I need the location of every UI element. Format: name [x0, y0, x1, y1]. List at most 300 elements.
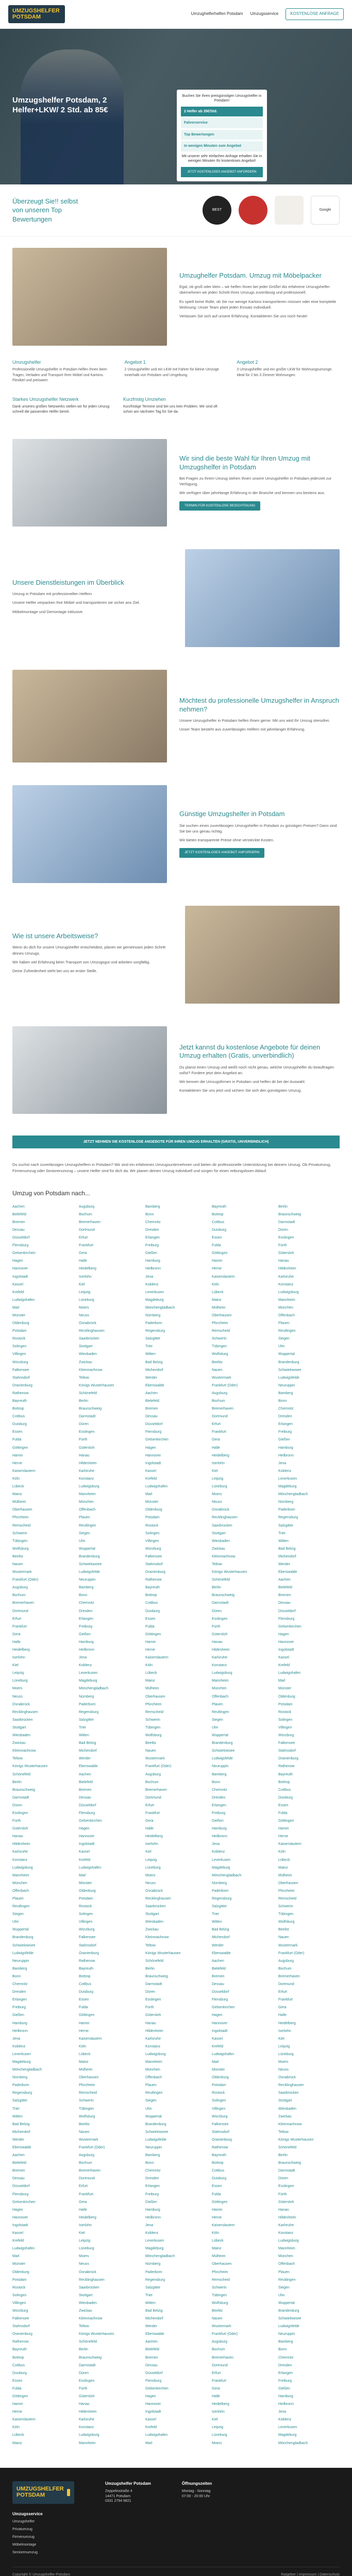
destination-link[interactable]: Erfurt: [79, 1236, 88, 1240]
destination-link[interactable]: Marl: [145, 2441, 153, 2445]
destination-link[interactable]: Stahnsdorf: [12, 1376, 30, 1380]
destination-link[interactable]: Esslingen: [12, 1811, 28, 1815]
destination-link[interactable]: Lüneburg: [212, 1485, 227, 1489]
destination-link[interactable]: Frankfurt (Oder): [12, 1578, 39, 1582]
destination-link[interactable]: Köln: [79, 2044, 87, 2048]
destination-link[interactable]: Trier: [212, 1912, 220, 1917]
destination-link[interactable]: Leipzig: [79, 1290, 91, 1294]
destination-link[interactable]: Beelitz: [278, 1928, 290, 1932]
destination-link[interactable]: Plauen: [145, 2083, 157, 2088]
destination-link[interactable]: Reutlingen: [278, 2278, 296, 2282]
destination-link[interactable]: Hannover: [12, 1267, 28, 1271]
destination-link[interactable]: Schönefeld: [12, 1772, 31, 1776]
destination-link[interactable]: Stuttgart: [79, 1345, 93, 1349]
destination-link[interactable]: Düren: [145, 1990, 156, 1994]
destination-link[interactable]: Mainz: [212, 1298, 222, 1302]
destination-link[interactable]: Neuss: [79, 2262, 89, 2266]
destination-link[interactable]: Köln: [212, 1282, 220, 1286]
destination-link[interactable]: Frankfurt (Oder): [145, 1765, 172, 1769]
destination-link[interactable]: Hamm: [12, 2402, 23, 2406]
destination-link[interactable]: Esslingen: [79, 2379, 95, 2383]
destination-link[interactable]: Essen: [212, 2184, 222, 2189]
destination-link[interactable]: Osnabrück: [12, 1702, 30, 1706]
destination-link[interactable]: Mainz: [12, 2441, 22, 2445]
destination-link[interactable]: Hanau: [212, 1640, 223, 1644]
destination-link[interactable]: München: [278, 1306, 293, 1310]
destination-link[interactable]: Ingolstadt: [212, 2029, 228, 2033]
destination-link[interactable]: Jena: [278, 1461, 287, 1465]
destination-link[interactable]: Frankfurt: [212, 1430, 227, 1434]
destination-link[interactable]: Schönefeld: [79, 1391, 97, 1395]
destination-link[interactable]: Königs Wusterhausen: [79, 1383, 114, 1387]
destination-link[interactable]: Frankfurt: [145, 1811, 160, 1815]
destination-link[interactable]: Regensburg: [212, 1897, 232, 1901]
destination-link[interactable]: Wolfsburg: [278, 1920, 295, 1924]
destination-link[interactable]: Potsdam: [145, 1516, 160, 1520]
destination-link[interactable]: Essen: [12, 1430, 23, 1434]
destination-link[interactable]: München: [12, 1881, 27, 1885]
destination-link[interactable]: Augsburg: [79, 2154, 94, 2158]
destination-link[interactable]: Kassel: [145, 2418, 157, 2422]
free-offer-banner-button[interactable]: JETZT NEHMEN SIE KOSTENLOSE ANGEBOTE FÜR IHREN UMZUG ERHALTEN (GRATIS, UNVERBINDLICH): [12, 1136, 340, 1148]
destination-link[interactable]: Pforzheim: [12, 1516, 29, 1520]
destination-link[interactable]: Brandenburg: [212, 1741, 233, 1745]
destination-link[interactable]: Aachen: [212, 1959, 224, 1963]
destination-link[interactable]: Magdeburg: [12, 2060, 31, 2064]
destination-link[interactable]: Essen: [278, 1803, 289, 1807]
destination-link[interactable]: Solingen: [212, 2099, 226, 2103]
destination-link[interactable]: Wustermark: [12, 1570, 32, 1574]
destination-link[interactable]: Plauen: [12, 1897, 24, 1901]
destination-link[interactable]: Michendorf: [278, 1554, 296, 1558]
destination-link[interactable]: Stuttgart: [79, 2293, 93, 2297]
destination-link[interactable]: Karlsruhe: [12, 1850, 28, 1854]
destination-link[interactable]: Dresden: [145, 1228, 159, 1232]
destination-link[interactable]: Dresden: [278, 1415, 292, 1419]
destination-link[interactable]: Kleinmachnow: [145, 1936, 169, 1940]
destination-link[interactable]: Fürth: [79, 1438, 88, 1442]
destination-link[interactable]: Remscheid: [145, 1710, 164, 1714]
destination-link[interactable]: Schwerin: [212, 1337, 227, 1341]
destination-link[interactable]: Lübeck: [79, 2052, 91, 2056]
destination-link[interactable]: Oberhausen: [12, 1508, 32, 1512]
destination-link[interactable]: Ludwigsburg: [212, 1671, 232, 1675]
destination-link[interactable]: Freiburg: [145, 1244, 159, 1248]
destination-link[interactable]: Chemnitz: [145, 1220, 161, 1224]
destination-link[interactable]: Marl: [12, 2255, 20, 2259]
destination-link[interactable]: Frankfurt (Oder): [278, 1951, 305, 1955]
destination-link[interactable]: Herne: [12, 2410, 23, 2414]
destination-link[interactable]: Siegen: [278, 2285, 290, 2290]
destination-link[interactable]: Paderborn: [12, 2083, 29, 2088]
destination-link[interactable]: Chemnitz: [12, 1982, 28, 1987]
destination-link[interactable]: Neuruppin: [145, 2146, 162, 2149]
destination-link[interactable]: Werder: [145, 2325, 157, 2329]
destination-link[interactable]: Göttingen: [12, 1446, 28, 1450]
destination-link[interactable]: Hildesheim: [278, 2215, 296, 2219]
destination-link[interactable]: Bremerhaven: [79, 2169, 101, 2173]
destination-link[interactable]: Oranienburg: [212, 2138, 232, 2142]
destination-link[interactable]: Krefeld: [145, 2426, 157, 2430]
destination-link[interactable]: Hildesheim: [212, 1648, 230, 1652]
destination-link[interactable]: Krefeld: [12, 2239, 24, 2243]
destination-link[interactable]: Leipzig: [12, 1671, 24, 1675]
destination-link[interactable]: Oldenburg: [212, 2076, 229, 2080]
destination-link[interactable]: Kiel: [212, 2418, 218, 2422]
destination-link[interactable]: München: [212, 1687, 227, 1691]
destination-link[interactable]: Freiburg: [145, 2192, 159, 2196]
destination-link[interactable]: Hagen: [212, 2013, 223, 2018]
destination-link[interactable]: Cottbus: [212, 2169, 225, 2173]
destination-link[interactable]: Stuttgart: [145, 1912, 159, 1917]
destination-link[interactable]: Remscheid: [12, 1523, 31, 1528]
destination-link[interactable]: Hildesheim: [12, 1842, 30, 1846]
destination-link[interactable]: Reutlingen: [12, 1905, 30, 1909]
destination-link[interactable]: Gütersloh: [145, 2013, 161, 2018]
destination-link[interactable]: Ludwigshafen: [212, 2052, 234, 2056]
destination-link[interactable]: Potsdam: [79, 1897, 93, 1901]
destination-link[interactable]: Kiel: [79, 1282, 85, 1286]
destination-link[interactable]: Recklinghausen: [278, 2083, 304, 2088]
destination-link[interactable]: Ludwigsfelde: [145, 2138, 166, 2142]
destination-link[interactable]: Rathenow: [12, 1391, 29, 1395]
destination-link[interactable]: Bremerhaven: [145, 1788, 167, 1792]
destination-link[interactable]: München: [278, 2255, 293, 2259]
destination-link[interactable]: Hamburg: [278, 1446, 293, 1450]
destination-link[interactable]: Erlangen: [145, 2184, 160, 2189]
destination-link[interactable]: Eberswalde: [278, 1570, 297, 1574]
destination-link[interactable]: Beelitz: [79, 2122, 90, 2126]
destination-link[interactable]: Flensburg: [145, 2379, 162, 2383]
destination-link[interactable]: Hannover: [278, 1640, 294, 1644]
destination-link[interactable]: Saarbrücken: [278, 2091, 299, 2095]
destination-link[interactable]: Werder: [12, 2138, 24, 2142]
destination-link[interactable]: Osnabrück: [278, 2076, 296, 2080]
destination-link[interactable]: Regensburg: [12, 2091, 32, 2095]
destination-link[interactable]: Offenbach: [212, 1694, 229, 1699]
destination-link[interactable]: Frankfurt: [212, 2379, 227, 2383]
destination-link[interactable]: Duisburg: [212, 1228, 227, 1232]
nav-item-helfer[interactable]: Umzughelferhelfen Potsdam: [191, 11, 243, 16]
destination-link[interactable]: Konstanz: [278, 2231, 294, 2235]
destination-link[interactable]: Saarbrücken: [12, 1718, 33, 1722]
destination-link[interactable]: Bielefeld: [145, 2348, 159, 2352]
destination-link[interactable]: Michendorf: [12, 2130, 30, 2134]
destination-link[interactable]: Offenbach: [145, 2076, 162, 2080]
destination-link[interactable]: Remscheid: [278, 1897, 297, 1901]
destination-link[interactable]: Heilbronn: [145, 1267, 161, 1271]
destination-link[interactable]: Bottrop: [145, 1594, 157, 1598]
destination-link[interactable]: Offenbach: [79, 1508, 96, 1512]
destination-link[interactable]: Koblenz: [212, 1850, 225, 1854]
destination-link[interactable]: Würzburg: [12, 2309, 28, 2313]
destination-link[interactable]: Villingen: [212, 2107, 226, 2111]
destination-link[interactable]: Flensburg: [12, 2192, 29, 2196]
destination-link[interactable]: Stuttgart: [12, 1725, 26, 1730]
destination-link[interactable]: Esslingen: [79, 1430, 95, 1434]
footer-link[interactable]: Firmenumzug: [12, 2535, 35, 2539]
destination-link[interactable]: Königs Wusterhausen: [145, 1951, 181, 1955]
destination-link[interactable]: Leverkusen: [212, 1858, 231, 1862]
destination-link[interactable]: Chemnitz: [212, 1788, 227, 1792]
destination-link[interactable]: Gelsenkirchen: [145, 1438, 169, 1442]
destination-link[interactable]: Würzburg: [212, 2114, 228, 2119]
footer-phone[interactable]: 0331 2794 9821: [105, 2499, 131, 2503]
destination-link[interactable]: Offenbach: [278, 1313, 295, 1317]
destination-link[interactable]: Bremen: [145, 1407, 158, 1411]
destination-link[interactable]: Falkensee: [79, 1936, 96, 1940]
destination-link[interactable]: Zwickau: [12, 1741, 26, 1745]
destination-link[interactable]: Paderborn: [278, 1508, 295, 1512]
destination-link[interactable]: Neuruppin: [278, 2332, 295, 2336]
destination-link[interactable]: Michendorf: [79, 1749, 97, 1753]
destination-link[interactable]: Heilbronn: [79, 1648, 94, 1652]
destination-link[interactable]: Ludwigsfelde: [212, 1757, 233, 1761]
destination-link[interactable]: Dessau: [212, 1982, 224, 1987]
destination-link[interactable]: Stahnsdorf: [278, 1749, 296, 1753]
destination-link[interactable]: Iserlohn: [278, 2029, 291, 2033]
destination-link[interactable]: Bamberg: [145, 2154, 160, 2158]
destination-link[interactable]: Mainz: [145, 1679, 155, 1683]
destination-link[interactable]: Berlin: [278, 1205, 288, 1209]
destination-link[interactable]: Falkensee: [145, 1554, 162, 1558]
destination-link[interactable]: Darmstadt: [278, 1220, 295, 1224]
destination-link[interactable]: Rathenow: [145, 1578, 162, 1582]
destination-link[interactable]: Nürnberg: [212, 1881, 227, 1885]
destination-link[interactable]: Neuss: [278, 2068, 289, 2072]
destination-link[interactable]: Teltow: [79, 1376, 89, 1380]
destination-link[interactable]: Bremerhaven: [79, 1220, 101, 1224]
destination-link[interactable]: Oranienburg: [145, 1570, 165, 1574]
destination-link[interactable]: Nürnberg: [145, 1313, 161, 1317]
destination-link[interactable]: Marl: [212, 2060, 219, 2064]
destination-link[interactable]: Bottrop: [12, 1407, 24, 1411]
destination-link[interactable]: Oldenburg: [79, 1889, 96, 1893]
destination-link[interactable]: Siegen: [79, 1531, 90, 1535]
destination-link[interactable]: Krefeld: [145, 1477, 157, 1481]
destination-link[interactable]: Moers: [212, 1493, 222, 1497]
destination-link[interactable]: Düsseldorf: [145, 1422, 163, 1427]
destination-link[interactable]: Konstanz: [79, 1477, 94, 1481]
destination-link[interactable]: Nürnberg: [12, 2076, 28, 2080]
destination-link[interactable]: Hannover: [79, 1835, 95, 1839]
destination-link[interactable]: Flensburg: [278, 1617, 295, 1621]
destination-link[interactable]: Gera: [212, 2386, 220, 2391]
destination-link[interactable]: Bonn: [145, 2161, 154, 2165]
destination-link[interactable]: Essen: [12, 2379, 23, 2383]
destination-link[interactable]: Bamberg: [278, 1391, 293, 1395]
destination-link[interactable]: Frankfurt: [278, 1998, 293, 2002]
destination-link[interactable]: Bonn: [79, 1594, 88, 1598]
destination-link[interactable]: Kiel: [212, 1469, 218, 1473]
destination-link[interactable]: Kleinmachnow: [212, 1554, 236, 1558]
destination-link[interactable]: Hanau: [278, 2208, 289, 2212]
destination-link[interactable]: Ludwigshafen: [12, 2247, 35, 2251]
destination-link[interactable]: Gelsenkirchen: [278, 1624, 301, 1629]
destination-link[interactable]: Bonn: [212, 1780, 221, 1784]
destination-link[interactable]: Bielefeld: [12, 1212, 26, 1216]
destination-link[interactable]: Oldenburg: [12, 2270, 29, 2274]
destination-link[interactable]: Bottrop: [212, 1212, 224, 1216]
destination-link[interactable]: Eberswalde: [12, 2146, 31, 2149]
destination-link[interactable]: Nauen: [278, 1936, 289, 1940]
destination-link[interactable]: Kaiserslautern: [79, 2037, 102, 2041]
destination-link[interactable]: Lüneburg: [79, 2247, 94, 2251]
destination-link[interactable]: Kaiserslautern: [278, 1842, 301, 1846]
destination-link[interactable]: Herne: [145, 1648, 156, 1652]
destination-link[interactable]: Stahnsdorf: [79, 1943, 96, 1947]
destination-link[interactable]: Darmstadt: [145, 1982, 162, 1987]
destination-link[interactable]: Cottbus: [79, 1982, 92, 1987]
destination-link[interactable]: Iserlohn: [212, 1461, 225, 1465]
destination-link[interactable]: Hamburg: [145, 1259, 160, 1263]
destination-link[interactable]: Bad Belzig: [145, 1360, 163, 1364]
destination-link[interactable]: Bonn: [278, 1399, 287, 1403]
destination-link[interactable]: Darmstadt: [79, 1415, 96, 1419]
destination-link[interactable]: Hanau: [12, 1835, 23, 1839]
destination-link[interactable]: Fürth: [278, 1244, 287, 1248]
destination-link[interactable]: Ingolstadt: [12, 2223, 28, 2227]
destination-link[interactable]: Rostock: [145, 1523, 159, 1528]
destination-link[interactable]: Witten: [12, 2114, 23, 2119]
destination-link[interactable]: Flensburg: [79, 1811, 95, 1815]
form-option-4[interactable]: In wenigen Minuten zum Angebot: [181, 141, 263, 151]
destination-link[interactable]: Bremen: [12, 1220, 25, 1224]
destination-link[interactable]: Mülheim: [145, 1687, 159, 1691]
destination-link[interactable]: Zwickau: [278, 2114, 292, 2119]
destination-link[interactable]: Nürnberg: [79, 1694, 94, 1699]
destination-link[interactable]: München: [79, 1500, 94, 1504]
destination-link[interactable]: Herne: [79, 2029, 89, 2033]
destination-link[interactable]: Dortmund: [12, 1609, 28, 1613]
destination-link[interactable]: Eberswalde: [212, 1951, 231, 1955]
destination-link[interactable]: Oberhausen: [278, 1881, 298, 1885]
destination-link[interactable]: Offenbach: [278, 2262, 295, 2266]
destination-link[interactable]: Leipzig: [278, 2044, 290, 2048]
destination-link[interactable]: Dessau: [278, 1601, 291, 1605]
destination-link[interactable]: Marl: [278, 1679, 286, 1683]
destination-link[interactable]: Wolfsburg: [79, 2114, 95, 2119]
destination-link[interactable]: Ludwigsfelde: [278, 1376, 299, 1380]
destination-link[interactable]: Cottbus: [212, 1220, 225, 1224]
destination-link[interactable]: Kassel: [79, 1850, 90, 1854]
destination-link[interactable]: Dessau: [145, 1415, 158, 1419]
destination-link[interactable]: Karlsruhe: [145, 2037, 161, 2041]
destination-link[interactable]: Hagen: [145, 2395, 156, 2398]
destination-link[interactable]: Rathenow: [278, 1765, 295, 1769]
destination-link[interactable]: Remscheid: [212, 2278, 230, 2282]
destination-link[interactable]: Tübingen: [12, 1539, 28, 1543]
destination-link[interactable]: Chemnitz: [278, 1407, 294, 1411]
destination-link[interactable]: Dresden: [278, 2363, 292, 2367]
destination-link[interactable]: Gütersloh: [278, 2200, 294, 2204]
destination-link[interactable]: Salzgitter: [79, 1718, 94, 1722]
destination-link[interactable]: Konstanz: [12, 1858, 28, 1862]
destination-link[interactable]: Düren: [79, 1422, 89, 1427]
destination-link[interactable]: Magdeburg: [145, 1298, 164, 1302]
destination-link[interactable]: Cottbus: [12, 2363, 25, 2367]
destination-link[interactable]: Lüneburg: [212, 2433, 227, 2437]
destination-link[interactable]: Düsseldorf: [12, 1236, 30, 1240]
destination-link[interactable]: Osnabrück: [79, 2270, 96, 2274]
destination-link[interactable]: Mülheim: [79, 2068, 93, 2072]
destination-link[interactable]: Aachen: [12, 1205, 25, 1209]
destination-link[interactable]: Fürth: [145, 2006, 154, 2010]
destination-link[interactable]: Bochum: [212, 1399, 225, 1403]
destination-link[interactable]: Wiesbaden: [145, 1920, 164, 1924]
destination-link[interactable]: Hagen: [79, 1827, 90, 1831]
destination-link[interactable]: Schönefeld: [79, 2340, 97, 2344]
destination-link[interactable]: Nauen: [212, 1368, 223, 1372]
destination-link[interactable]: Bochum: [79, 1212, 92, 1216]
destination-link[interactable]: Leipzig: [212, 2426, 224, 2430]
destination-link[interactable]: Oberhausen: [145, 1694, 165, 1699]
destination-link[interactable]: Hanau: [79, 2402, 90, 2406]
destination-link[interactable]: Ingolstadt: [278, 1648, 294, 1652]
destination-link[interactable]: Darmstadt: [79, 2363, 96, 2367]
destination-link[interactable]: Paderborn: [212, 1889, 229, 1893]
destination-link[interactable]: Bamberg: [145, 1205, 160, 1209]
destination-link[interactable]: Leverkusen: [278, 2426, 297, 2430]
destination-link[interactable]: Moers: [79, 1306, 89, 1310]
destination-link[interactable]: Regensburg: [145, 1329, 165, 1333]
destination-link[interactable]: Lüneburg: [278, 2052, 294, 2056]
destination-link[interactable]: Gelsenkirchen: [79, 1819, 102, 1823]
destination-link[interactable]: Augsburg: [212, 1391, 227, 1395]
destination-link[interactable]: Beelitz: [145, 1741, 157, 1745]
destination-link[interactable]: Plauen: [212, 1702, 223, 1706]
destination-link[interactable]: Dresden: [145, 2177, 159, 2181]
destination-link[interactable]: Kiel: [278, 2037, 284, 2041]
destination-link[interactable]: Bamberg: [12, 1967, 27, 1971]
destination-link[interactable]: Potsdam: [12, 2278, 27, 2282]
destination-link[interactable]: Heilbronn: [278, 1453, 294, 1458]
destination-link[interactable]: Schwielowsee: [278, 2317, 301, 2321]
destination-link[interactable]: Salzgitter: [212, 1905, 227, 1909]
destination-link[interactable]: Bochum: [212, 2348, 225, 2352]
destination-link[interactable]: Flensburg: [12, 1244, 29, 1248]
destination-link[interactable]: Nürnberg: [278, 1500, 294, 1504]
destination-link[interactable]: Werder: [278, 1562, 290, 1566]
destination-link[interactable]: Recklinghausen: [12, 1710, 38, 1714]
destination-link[interactable]: Essen: [79, 1998, 89, 2002]
destination-link[interactable]: Stuttgart: [278, 2099, 292, 2103]
destination-link[interactable]: Kleinmachnow: [278, 2122, 302, 2126]
destination-link[interactable]: Magdeburg: [278, 1485, 297, 1489]
destination-link[interactable]: Frankfurt (Oder): [79, 2146, 105, 2149]
destination-link[interactable]: Lübeck: [12, 2433, 24, 2437]
destination-link[interactable]: Hanau: [79, 1453, 90, 1458]
destination-link[interactable]: Bayreuth: [12, 1399, 27, 1403]
destination-link[interactable]: Lüneburg: [145, 1866, 161, 1870]
destination-link[interactable]: Neuruppin: [12, 1959, 29, 1963]
destination-link[interactable]: Magdeburg: [212, 1866, 230, 1870]
destination-link[interactable]: Duisburg: [145, 1609, 160, 1613]
destination-link[interactable]: Osnabrück: [79, 1321, 96, 1326]
destination-link[interactable]: Zwickau: [79, 2309, 92, 2313]
destination-link[interactable]: Dortmund: [278, 1982, 294, 1987]
destination-link[interactable]: Aachen: [278, 1578, 291, 1582]
destination-link[interactable]: Karlsruhe: [278, 1275, 294, 1279]
destination-link[interactable]: Saarbrücken: [145, 1905, 166, 1909]
destination-link[interactable]: Mülheim: [212, 1306, 226, 1310]
destination-link[interactable]: Mönchengladbach: [79, 1687, 109, 1691]
destination-link[interactable]: Erlangen: [12, 1998, 27, 2002]
destination-link[interactable]: Neuss: [79, 1313, 89, 1317]
destination-link[interactable]: Rostock: [79, 1905, 92, 1909]
destination-link[interactable]: Münster: [12, 1313, 26, 1317]
destination-link[interactable]: Esslingen: [278, 1236, 294, 1240]
